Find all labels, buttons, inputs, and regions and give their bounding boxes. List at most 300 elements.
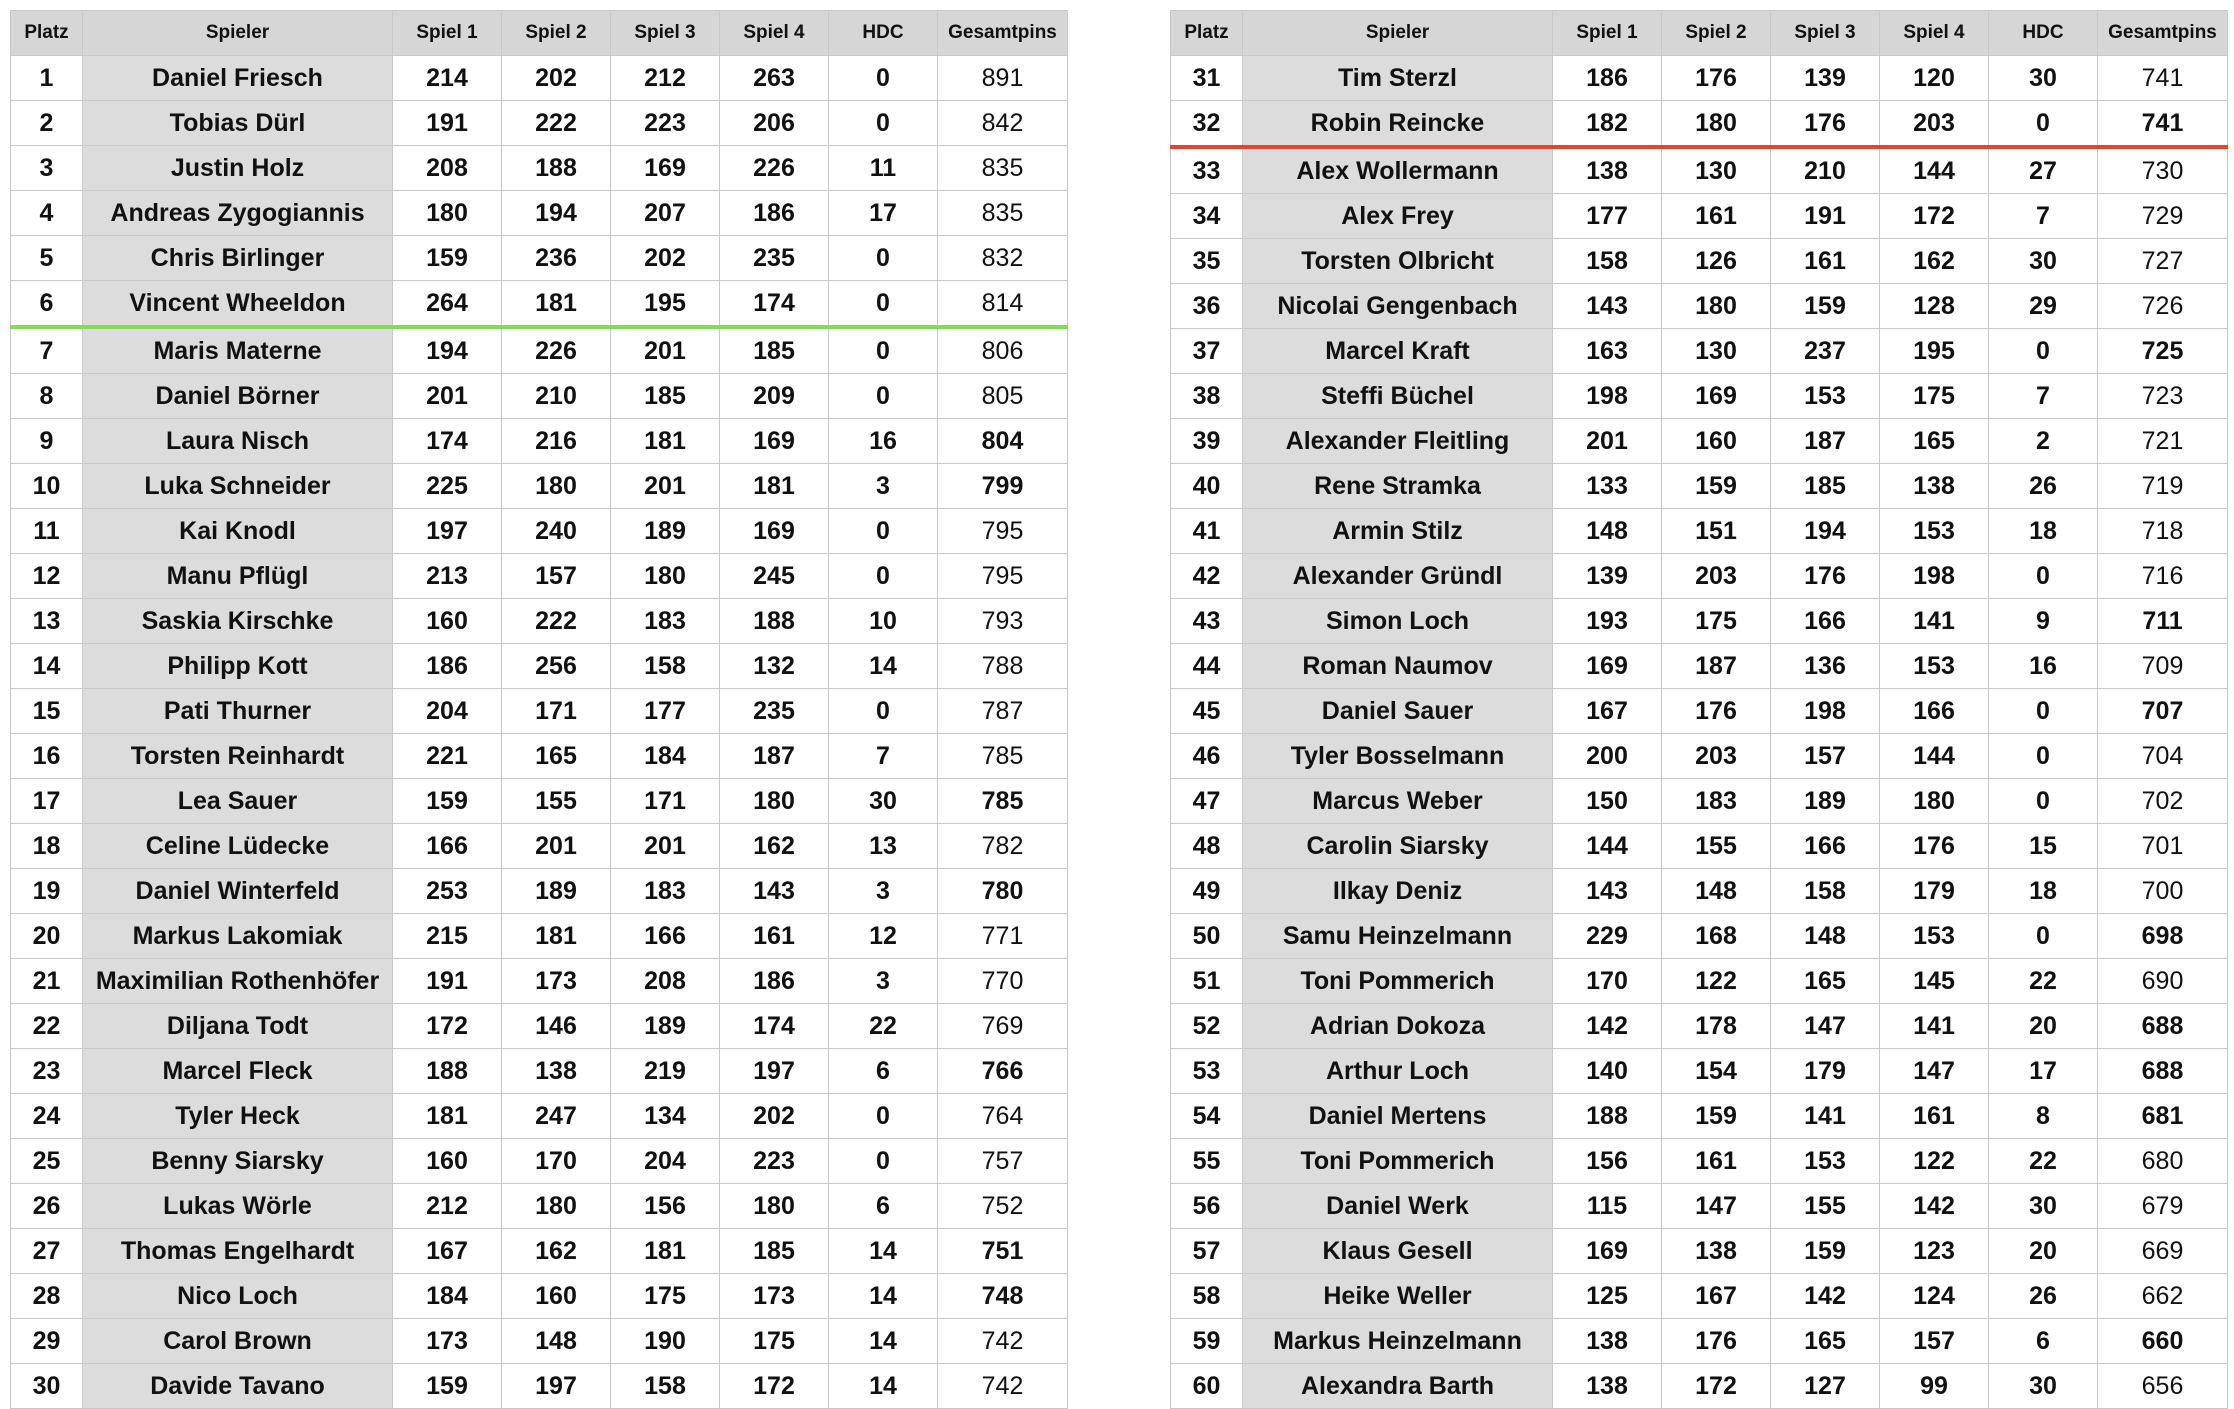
table-row	[11, 959, 1068, 1004]
cell-gesamtpins: 795	[938, 554, 1068, 599]
header-spieler: Spieler	[1243, 11, 1553, 56]
cell-spiel-2: 181	[502, 281, 611, 328]
cell-spiel-2: 155	[502, 779, 611, 824]
cell-gesamtpins: 718	[2098, 509, 2228, 554]
cell-spiel-1: 148	[1553, 509, 1662, 554]
cell-spiel-1: 140	[1553, 1049, 1662, 1094]
cell-platz: 59	[1171, 1319, 1243, 1364]
cell-hdc: 0	[829, 1139, 938, 1184]
cell-spiel-4: 186	[720, 191, 829, 236]
cell-spiel-3: 134	[611, 1094, 720, 1139]
cell-spiel-3: 195	[611, 281, 720, 328]
cell-hdc: 9	[1989, 599, 2098, 644]
cell-gesamtpins: 787	[938, 689, 1068, 734]
cell-hdc: 6	[829, 1184, 938, 1229]
table-row	[11, 1004, 1068, 1049]
cell-spiel-1: 133	[1553, 464, 1662, 509]
cell-spieler: Manu Pflügl	[83, 554, 393, 599]
cell-spiel-2: 180	[1662, 284, 1771, 329]
cell-platz: 16	[11, 734, 83, 779]
cell-spieler: Daniel Börner	[83, 374, 393, 419]
cell-gesamtpins: 690	[2098, 959, 2228, 1004]
cell-platz: 53	[1171, 1049, 1243, 1094]
table-row	[11, 327, 1068, 374]
cell-spiel-3: 171	[611, 779, 720, 824]
cell-gesamtpins: 805	[938, 374, 1068, 419]
cell-spiel-2: 161	[1662, 194, 1771, 239]
cell-spiel-3: 219	[611, 1049, 720, 1094]
cell-spiel-4: 153	[1880, 914, 1989, 959]
cell-spiel-2: 146	[502, 1004, 611, 1049]
cell-spiel-2: 138	[1662, 1229, 1771, 1274]
table-row	[1171, 824, 2228, 869]
cell-hdc: 0	[829, 554, 938, 599]
cell-gesamtpins: 662	[2098, 1274, 2228, 1319]
cell-spieler: Diljana Todt	[83, 1004, 393, 1049]
table-row	[1171, 869, 2228, 914]
cell-spiel-3: 189	[611, 509, 720, 554]
cell-platz: 17	[11, 779, 83, 824]
table-row	[11, 914, 1068, 959]
cell-spieler: Markus Lakomiak	[83, 914, 393, 959]
table-row	[11, 779, 1068, 824]
cell-spieler: Heike Weller	[1243, 1274, 1553, 1319]
cell-platz: 55	[1171, 1139, 1243, 1184]
cell-spiel-3: 179	[1771, 1049, 1880, 1094]
cell-hdc: 0	[829, 101, 938, 146]
cell-gesamtpins: 842	[938, 101, 1068, 146]
cell-spiel-4: 206	[720, 101, 829, 146]
cell-hdc: 30	[1989, 1184, 2098, 1229]
cell-gesamtpins: 742	[938, 1319, 1068, 1364]
header-spiel-1: Spiel 1	[1553, 11, 1662, 56]
cell-hdc: 0	[1989, 914, 2098, 959]
cell-spiel-1: 167	[1553, 689, 1662, 734]
cell-platz: 5	[11, 236, 83, 281]
standings-table-right	[1170, 10, 2228, 1409]
cell-hdc: 18	[1989, 869, 2098, 914]
cell-spiel-1: 191	[393, 959, 502, 1004]
cell-spiel-3: 156	[611, 1184, 720, 1229]
cell-spiel-4: 235	[720, 236, 829, 281]
cell-hdc: 11	[829, 146, 938, 191]
cell-spiel-1: 225	[393, 464, 502, 509]
cell-gesamtpins: 795	[938, 509, 1068, 554]
cell-platz: 27	[11, 1229, 83, 1274]
cell-spieler: Daniel Winterfeld	[83, 869, 393, 914]
cell-spieler: Markus Heinzelmann	[1243, 1319, 1553, 1364]
cell-spiel-1: 177	[1553, 194, 1662, 239]
cell-gesamtpins: 688	[2098, 1049, 2228, 1094]
cell-hdc: 14	[829, 644, 938, 689]
cell-spiel-3: 202	[611, 236, 720, 281]
cell-hdc: 0	[829, 374, 938, 419]
cell-spieler: Tim Sterzl	[1243, 56, 1553, 101]
cell-gesamtpins: 741	[2098, 101, 2228, 148]
cell-spiel-3: 175	[611, 1274, 720, 1319]
cell-spiel-2: 167	[1662, 1274, 1771, 1319]
cell-platz: 11	[11, 509, 83, 554]
cell-spiel-3: 212	[611, 56, 720, 101]
cell-spiel-2: 181	[502, 914, 611, 959]
cell-hdc: 29	[1989, 284, 2098, 329]
cell-hdc: 30	[1989, 239, 2098, 284]
table-row	[11, 374, 1068, 419]
cell-spieler: Laura Nisch	[83, 419, 393, 464]
table-row	[11, 419, 1068, 464]
table-row	[1171, 734, 2228, 779]
cell-spiel-4: 138	[1880, 464, 1989, 509]
cell-platz: 54	[1171, 1094, 1243, 1139]
cell-spiel-2: 189	[502, 869, 611, 914]
table-row	[1171, 1049, 2228, 1094]
cell-platz: 9	[11, 419, 83, 464]
cell-gesamtpins: 681	[2098, 1094, 2228, 1139]
cell-spiel-4: 176	[1880, 824, 1989, 869]
cell-gesamtpins: 769	[938, 1004, 1068, 1049]
cell-spiel-1: 158	[1553, 239, 1662, 284]
cell-spieler: Andreas Zygogiannis	[83, 191, 393, 236]
cell-spiel-4: 153	[1880, 509, 1989, 554]
cell-spiel-2: 171	[502, 689, 611, 734]
cell-spiel-2: 203	[1662, 554, 1771, 599]
cell-spiel-3: 189	[611, 1004, 720, 1049]
cell-spiel-3: 165	[1771, 959, 1880, 1004]
cell-spiel-3: 159	[1771, 284, 1880, 329]
cell-spiel-2: 130	[1662, 329, 1771, 374]
cell-hdc: 0	[829, 56, 938, 101]
cell-spieler: Marcus Weber	[1243, 779, 1553, 824]
cell-gesamtpins: 891	[938, 56, 1068, 101]
cell-hdc: 3	[829, 464, 938, 509]
cell-gesamtpins: 780	[938, 869, 1068, 914]
cell-spiel-4: 185	[720, 1229, 829, 1274]
cell-hdc: 0	[829, 281, 938, 328]
cell-spiel-4: 175	[720, 1319, 829, 1364]
cell-spieler: Marcel Kraft	[1243, 329, 1553, 374]
cell-spiel-2: 168	[1662, 914, 1771, 959]
cell-spiel-4: 99	[1880, 1364, 1989, 1409]
cell-spiel-3: 201	[611, 464, 720, 509]
table-row	[11, 1229, 1068, 1274]
cell-gesamtpins: 832	[938, 236, 1068, 281]
cell-spieler: Rene Stramka	[1243, 464, 1553, 509]
cell-spiel-4: 197	[720, 1049, 829, 1094]
cell-spiel-3: 155	[1771, 1184, 1880, 1229]
header-spiel-1: Spiel 1	[393, 11, 502, 56]
cell-spiel-4: 123	[1880, 1229, 1989, 1274]
cell-spiel-3: 194	[1771, 509, 1880, 554]
cell-hdc: 6	[1989, 1319, 2098, 1364]
table-row	[11, 1184, 1068, 1229]
cell-spiel-3: 166	[1771, 824, 1880, 869]
cell-spiel-1: 163	[1553, 329, 1662, 374]
cell-hdc: 22	[1989, 1139, 2098, 1184]
cell-spiel-3: 208	[611, 959, 720, 1004]
cell-hdc: 22	[1989, 959, 2098, 1004]
cell-spiel-4: 180	[1880, 779, 1989, 824]
cell-spiel-4: 223	[720, 1139, 829, 1184]
cell-spiel-1: 253	[393, 869, 502, 914]
cell-spiel-4: 263	[720, 56, 829, 101]
table-row	[1171, 1004, 2228, 1049]
cell-spiel-2: 188	[502, 146, 611, 191]
cell-platz: 50	[1171, 914, 1243, 959]
cell-spiel-2: 173	[502, 959, 611, 1004]
cell-spiel-3: 158	[611, 1364, 720, 1409]
cell-gesamtpins: 835	[938, 146, 1068, 191]
cell-spiel-1: 201	[393, 374, 502, 419]
cell-spiel-4: 162	[1880, 239, 1989, 284]
cell-spiel-1: 208	[393, 146, 502, 191]
cell-spiel-3: 183	[611, 599, 720, 644]
cell-platz: 15	[11, 689, 83, 734]
cell-gesamtpins: 770	[938, 959, 1068, 1004]
cell-spiel-4: 174	[720, 281, 829, 328]
cell-spiel-4: 153	[1880, 644, 1989, 689]
cell-spiel-4: 172	[720, 1364, 829, 1409]
cell-spiel-2: 202	[502, 56, 611, 101]
cell-spiel-1: 139	[1553, 554, 1662, 599]
cell-spiel-4: 128	[1880, 284, 1989, 329]
cell-hdc: 20	[1989, 1004, 2098, 1049]
cell-platz: 20	[11, 914, 83, 959]
table-row	[1171, 1094, 2228, 1139]
cell-spieler: Daniel Mertens	[1243, 1094, 1553, 1139]
cell-platz: 23	[11, 1049, 83, 1094]
cell-spiel-2: 159	[1662, 464, 1771, 509]
cell-spiel-4: 172	[1880, 194, 1989, 239]
cell-spiel-4: 209	[720, 374, 829, 419]
cell-spiel-2: 122	[1662, 959, 1771, 1004]
table-row	[1171, 239, 2228, 284]
cell-spiel-4: 180	[720, 1184, 829, 1229]
table-row	[1171, 56, 2228, 101]
cell-spiel-3: 201	[611, 327, 720, 374]
cell-gesamtpins: 716	[2098, 554, 2228, 599]
cell-gesamtpins: 721	[2098, 419, 2228, 464]
table-row	[11, 599, 1068, 644]
cell-spieler: Ilkay Deniz	[1243, 869, 1553, 914]
table-row	[1171, 1139, 2228, 1184]
table-row	[1171, 464, 2228, 509]
cell-spieler: Alexandra Barth	[1243, 1364, 1553, 1409]
cell-platz: 10	[11, 464, 83, 509]
cell-spiel-1: 186	[1553, 56, 1662, 101]
cell-spiel-1: 212	[393, 1184, 502, 1229]
cell-spiel-2: 154	[1662, 1049, 1771, 1094]
cell-spiel-2: 210	[502, 374, 611, 419]
cell-gesamtpins: 725	[2098, 329, 2228, 374]
table-row	[1171, 1274, 2228, 1319]
cell-spiel-3: 127	[1771, 1364, 1880, 1409]
cell-spieler: Davide Tavano	[83, 1364, 393, 1409]
cell-platz: 34	[1171, 194, 1243, 239]
header-spiel-2: Spiel 2	[1662, 11, 1771, 56]
cell-platz: 58	[1171, 1274, 1243, 1319]
cell-gesamtpins: 723	[2098, 374, 2228, 419]
cell-spiel-2: 159	[1662, 1094, 1771, 1139]
cell-platz: 25	[11, 1139, 83, 1184]
cell-spieler: Lukas Wörle	[83, 1184, 393, 1229]
cell-spiel-2: 169	[1662, 374, 1771, 419]
cell-spieler: Arthur Loch	[1243, 1049, 1553, 1094]
cell-hdc: 20	[1989, 1229, 2098, 1274]
cell-spiel-3: 148	[1771, 914, 1880, 959]
cell-spiel-2: 222	[502, 599, 611, 644]
header-spiel-4: Spiel 4	[1880, 11, 1989, 56]
cell-gesamtpins: 698	[2098, 914, 2228, 959]
cell-spiel-3: 161	[1771, 239, 1880, 284]
cell-spiel-3: 166	[611, 914, 720, 959]
cell-platz: 32	[1171, 101, 1243, 148]
cell-spiel-3: 147	[1771, 1004, 1880, 1049]
cell-spiel-1: 201	[1553, 419, 1662, 464]
cell-spiel-1: 197	[393, 509, 502, 554]
cell-gesamtpins: 719	[2098, 464, 2228, 509]
cell-spiel-1: 138	[1553, 1319, 1662, 1364]
cell-spiel-2: 236	[502, 236, 611, 281]
cell-spiel-3: 207	[611, 191, 720, 236]
table-row	[11, 509, 1068, 554]
cell-gesamtpins: 701	[2098, 824, 2228, 869]
cell-spiel-1: 169	[1553, 1229, 1662, 1274]
cell-spiel-1: 143	[1553, 869, 1662, 914]
cell-spiel-1: 198	[1553, 374, 1662, 419]
cell-spiel-1: 194	[393, 327, 502, 374]
cell-spieler: Lea Sauer	[83, 779, 393, 824]
cell-spiel-1: 204	[393, 689, 502, 734]
cell-spiel-3: 185	[611, 374, 720, 419]
cell-hdc: 27	[1989, 147, 2098, 194]
cell-hdc: 7	[1989, 194, 2098, 239]
cell-hdc: 26	[1989, 464, 2098, 509]
cell-spieler: Kai Knodl	[83, 509, 393, 554]
cell-hdc: 30	[829, 779, 938, 824]
cell-spiel-4: 161	[1880, 1094, 1989, 1139]
cell-platz: 29	[11, 1319, 83, 1364]
table-row	[11, 56, 1068, 101]
cell-spieler: Simon Loch	[1243, 599, 1553, 644]
cell-spiel-1: 150	[1553, 779, 1662, 824]
table-row	[1171, 779, 2228, 824]
cell-spiel-4: 185	[720, 327, 829, 374]
cell-platz: 44	[1171, 644, 1243, 689]
cell-spiel-4: 175	[1880, 374, 1989, 419]
cell-spiel-1: 125	[1553, 1274, 1662, 1319]
cell-platz: 4	[11, 191, 83, 236]
cell-spiel-2: 201	[502, 824, 611, 869]
cell-spiel-4: 142	[1880, 1184, 1989, 1229]
cell-spiel-3: 237	[1771, 329, 1880, 374]
cell-spiel-2: 240	[502, 509, 611, 554]
cell-spieler: Adrian Dokoza	[1243, 1004, 1553, 1049]
cell-spiel-2: 151	[1662, 509, 1771, 554]
cell-spiel-1: 138	[1553, 147, 1662, 194]
cell-hdc: 0	[1989, 101, 2098, 148]
cell-spiel-1: 229	[1553, 914, 1662, 959]
cell-gesamtpins: 785	[938, 779, 1068, 824]
cell-gesamtpins: 752	[938, 1184, 1068, 1229]
cell-spiel-1: 143	[1553, 284, 1662, 329]
cell-spiel-2: 180	[502, 1184, 611, 1229]
cell-platz: 56	[1171, 1184, 1243, 1229]
cell-platz: 52	[1171, 1004, 1243, 1049]
cell-spieler: Carol Brown	[83, 1319, 393, 1364]
cell-spiel-2: 160	[502, 1274, 611, 1319]
cell-platz: 18	[11, 824, 83, 869]
cell-hdc: 0	[1989, 329, 2098, 374]
cell-spiel-1: 159	[393, 779, 502, 824]
cell-spiel-3: 204	[611, 1139, 720, 1184]
cell-spieler: Daniel Friesch	[83, 56, 393, 101]
cell-spiel-3: 159	[1771, 1229, 1880, 1274]
cell-gesamtpins: 688	[2098, 1004, 2228, 1049]
cell-spiel-1: 159	[393, 1364, 502, 1409]
cell-spiel-2: 247	[502, 1094, 611, 1139]
cell-hdc: 16	[1989, 644, 2098, 689]
cell-spiel-1: 144	[1553, 824, 1662, 869]
cell-platz: 42	[1171, 554, 1243, 599]
cell-spiel-2: 147	[1662, 1184, 1771, 1229]
cell-hdc: 3	[829, 959, 938, 1004]
cell-spiel-3: 158	[611, 644, 720, 689]
cell-hdc: 14	[829, 1229, 938, 1274]
cell-spiel-4: 120	[1880, 56, 1989, 101]
header-hdc: HDC	[1989, 11, 2098, 56]
cell-spiel-4: 180	[720, 779, 829, 824]
table-row	[11, 1049, 1068, 1094]
cell-hdc: 2	[1989, 419, 2098, 464]
table-row	[1171, 329, 2228, 374]
header-platz: Platz	[11, 11, 83, 56]
cell-spiel-1: 221	[393, 734, 502, 779]
header-spieler: Spieler	[83, 11, 393, 56]
table-row	[11, 1364, 1068, 1409]
cell-spiel-4: 203	[1880, 101, 1989, 148]
cell-spieler: Klaus Gesell	[1243, 1229, 1553, 1274]
cell-spiel-4: 198	[1880, 554, 1989, 599]
cell-platz: 43	[1171, 599, 1243, 644]
cell-gesamtpins: 814	[938, 281, 1068, 328]
cell-gesamtpins: 835	[938, 191, 1068, 236]
cell-spiel-2: 216	[502, 419, 611, 464]
cell-spiel-2: 180	[502, 464, 611, 509]
cell-spiel-4: 188	[720, 599, 829, 644]
cell-spiel-1: 169	[1553, 644, 1662, 689]
cell-spiel-3: 180	[611, 554, 720, 599]
cell-gesamtpins: 726	[2098, 284, 2228, 329]
header-spiel-4: Spiel 4	[720, 11, 829, 56]
cell-gesamtpins: 806	[938, 327, 1068, 374]
table-row	[11, 554, 1068, 599]
cell-gesamtpins: 799	[938, 464, 1068, 509]
cell-spiel-1: 181	[393, 1094, 502, 1139]
cell-spiel-4: 173	[720, 1274, 829, 1319]
cell-gesamtpins: 711	[2098, 599, 2228, 644]
cell-platz: 2	[11, 101, 83, 146]
cell-spiel-2: 160	[1662, 419, 1771, 464]
cell-spiel-2: 226	[502, 327, 611, 374]
cell-spiel-4: 166	[1880, 689, 1989, 734]
cell-gesamtpins: 793	[938, 599, 1068, 644]
cell-spiel-3: 181	[611, 1229, 720, 1274]
table-row	[11, 101, 1068, 146]
cell-spiel-4: 141	[1880, 1004, 1989, 1049]
cell-spieler: Maris Materne	[83, 327, 393, 374]
cell-spieler: Toni Pommerich	[1243, 1139, 1553, 1184]
cell-spiel-1: 170	[1553, 959, 1662, 1004]
